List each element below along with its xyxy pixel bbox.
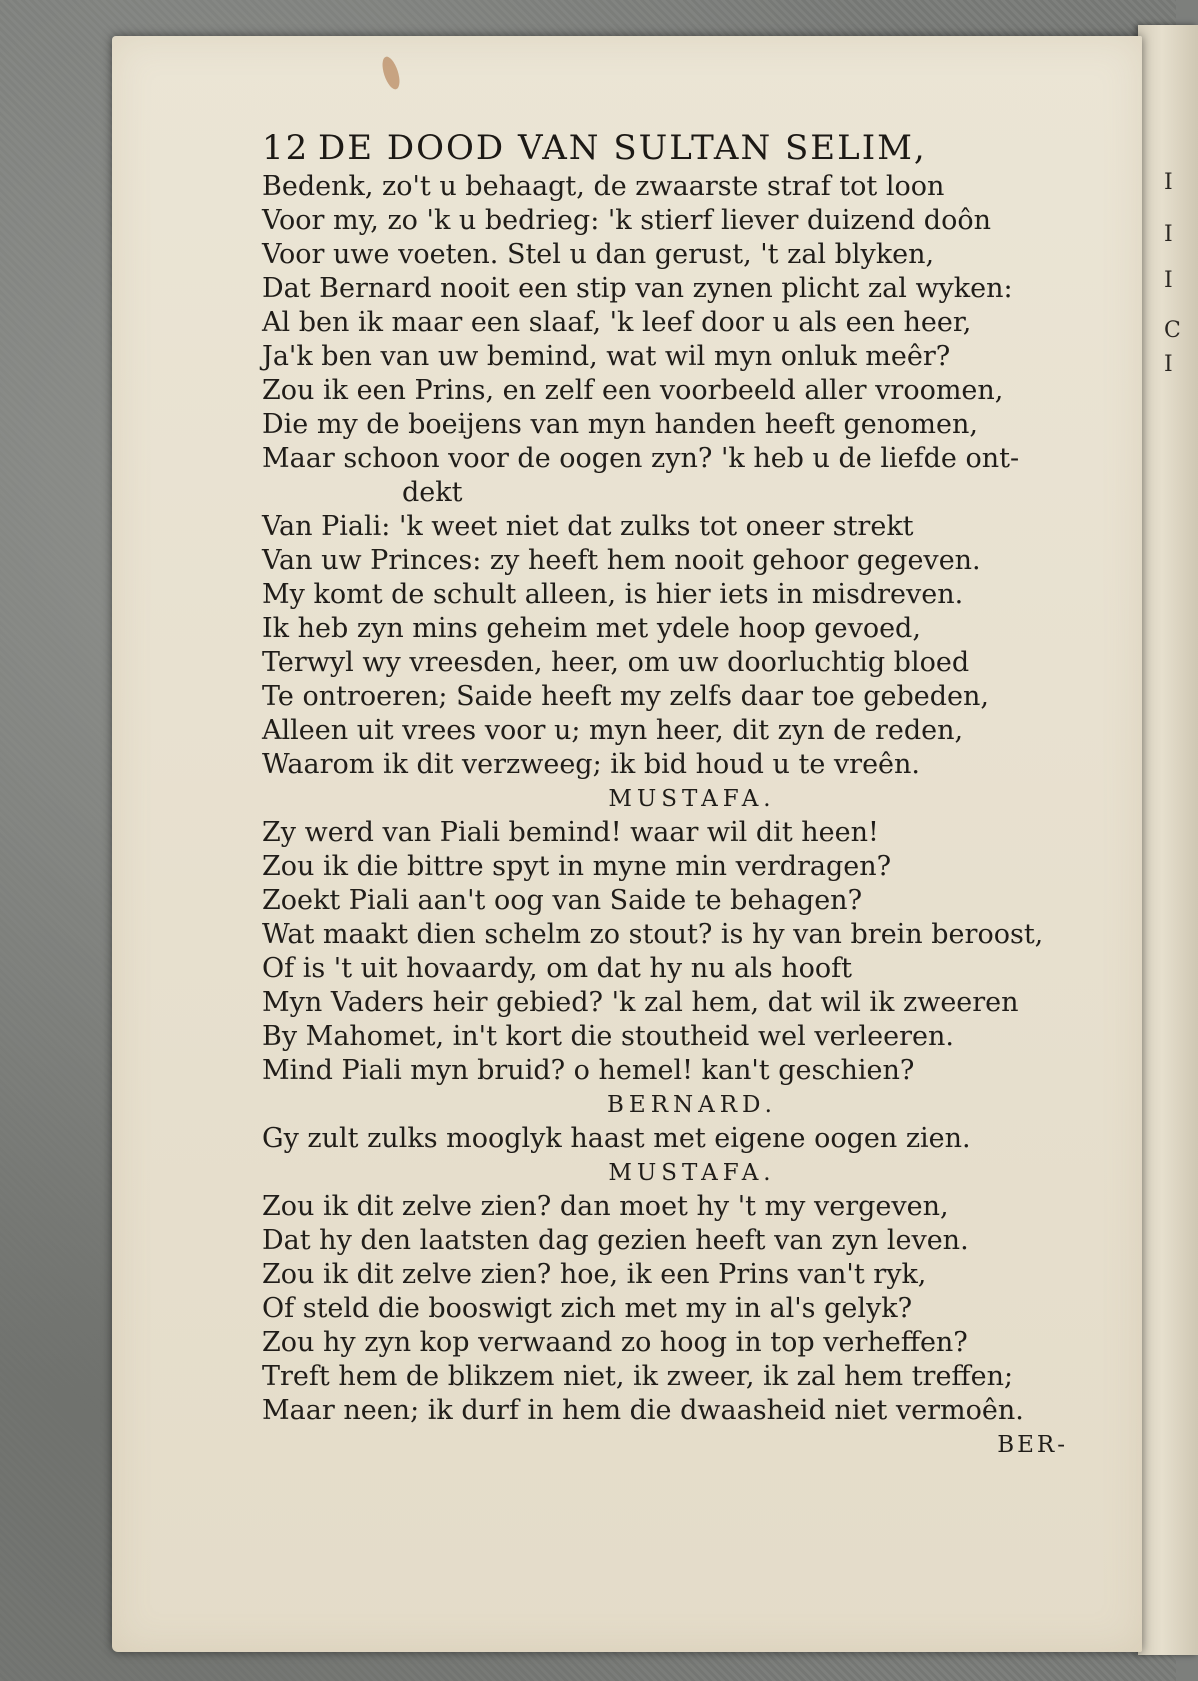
running-title: DE DOOD VAN SULTAN SELIM,: [318, 128, 927, 168]
verse-line: Die my de boeijens van myn handen heeft genomen,: [262, 409, 978, 440]
verse-line: Alleen uit vrees voor u; myn heer, dit zyn de reden,: [262, 715, 964, 746]
verse-line: Al ben ik maar een slaaf, 'k leef door u als een heer,: [262, 307, 972, 338]
verse-line: Treft hem de blikzem niet, ik zweer, ik zal hem treffen;: [262, 1361, 1014, 1392]
verse-line: Ja'k ben van uw bemind, wat wil myn onluk meêr?: [262, 341, 951, 372]
verse-line: Of is 't uit hovaardy, om dat hy nu als hooft: [262, 953, 852, 984]
verse-line: Maar neen; ik durf in hem die dwaasheid niet vermoên.: [262, 1395, 1024, 1426]
catchword: BER-: [997, 1432, 1068, 1458]
verse-line: Zou ik dit zelve zien? dan moet hy 't my vergeven,: [262, 1191, 949, 1222]
verse-line: Terwyl wy vreesden, heer, om uw doorluchtig bloed: [262, 647, 970, 678]
verse-line: Waarom ik dit verzweeg; ik bid houd u te vreên.: [262, 749, 921, 780]
verse-line: Zou hy zyn kop verwaand zo hoog in top verheffen?: [262, 1327, 968, 1358]
verse-line: Voor uwe voeten. Stel u dan gerust, 't zal blyken,: [262, 239, 935, 270]
running-head: [262, 128, 927, 168]
speaker-name: BERNARD.: [607, 1092, 777, 1118]
verse-line: My komt de schult alleen, is hier iets in misdreven.: [262, 579, 964, 610]
verse-line-continuation: dekt: [402, 477, 463, 508]
speaker-name: MUSTAFA.: [608, 786, 776, 812]
verse-line: Ik heb zyn mins geheim met ydele hoop gevoed,: [262, 613, 921, 644]
verse-line: Te ontroeren; Saide heeft my zelfs daar toe gebeden,: [262, 681, 990, 712]
verse-line: By Mahomet, in't kort die stoutheid wel verleeren.: [262, 1021, 954, 1052]
verse-line: Zy werd van Piali bemind! waar wil dit heen!: [262, 817, 879, 848]
facing-page-letter: I: [1164, 222, 1173, 247]
speaker-name: MUSTAFA.: [608, 1160, 776, 1186]
verse-line: Dat Bernard nooit een stip van zynen plicht zal wyken:: [262, 273, 1013, 304]
verse-line: Myn Vaders heir gebied? 'k zal hem, dat wil ik zweeren: [262, 987, 1019, 1018]
facing-page-letter: I: [1164, 268, 1173, 293]
verse-line: Of steld die booswigt zich met my in al's gelyk?: [262, 1293, 913, 1324]
page-stain: [379, 55, 403, 92]
verse-line: Van Piali: 'k weet niet dat zulks tot oneer strekt: [262, 511, 914, 542]
verse-line: Zoekt Piali aan't oog van Saide te behagen?: [262, 885, 863, 916]
verse-line: Zou ik die bittre spyt in myne min verdragen?: [262, 851, 892, 882]
page-number: 12: [262, 128, 310, 168]
verse-line: Voor my, zo 'k u bedrieg: 'k stierf liever duizend doôn: [262, 205, 991, 236]
verse-line: Gy zult zulks mooglyk haast met eigene oogen zien.: [262, 1123, 971, 1154]
verse-line: Van uw Princes: zy heeft hem nooit gehoor gegeven.: [262, 545, 981, 576]
verse-line: Zou ik dit zelve zien? hoe, ik een Prins van't ryk,: [262, 1259, 927, 1290]
verse-line: Bedenk, zo't u behaagt, de zwaarste straf tot loon: [262, 171, 945, 202]
verse-line: Dat hy den laatsten dag gezien heeft van zyn leven.: [262, 1225, 969, 1256]
verse-line: Mind Piali myn bruid? o hemel! kan't geschien?: [262, 1055, 915, 1086]
verse-line: Zou ik een Prins, en zelf een voorbeeld aller vroomen,: [262, 375, 1004, 406]
verse-line: Maar schoon voor de oogen zyn? 'k heb u de liefde ont-: [262, 443, 1020, 474]
verse-line: Wat maakt dien schelm zo stout? is hy van brein beroost,: [262, 919, 1044, 950]
facing-page-letter: C: [1164, 318, 1181, 343]
facing-page-letter: I: [1164, 352, 1173, 377]
verse-text: [262, 170, 1082, 1462]
facing-page-letter: I: [1164, 170, 1173, 195]
